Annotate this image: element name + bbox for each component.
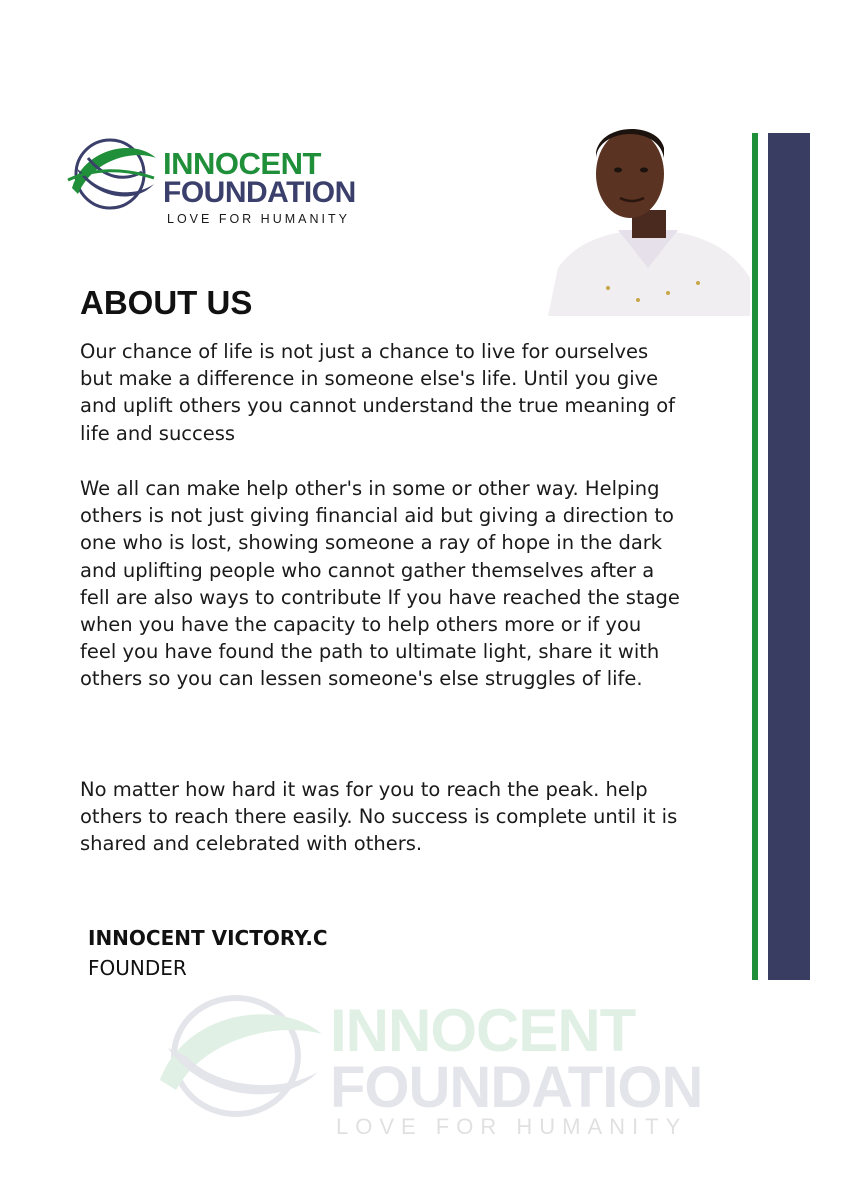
logo-tagline: LOVE FOR HUMANITY [167,212,350,226]
person-portrait-icon [548,118,750,316]
accent-bar-navy [768,133,810,980]
founder-role: FOUNDER [88,956,187,980]
globe-swoosh-watermark-icon [150,990,325,1120]
globe-swoosh-icon [64,128,162,218]
about-paragraph-1: Our chance of life is not just a chance to live for ourselves but make a difference in someone else's life. Until you give and uplift others you cannot understand the true meaning of life and success [80,340,675,445]
watermark-tagline: LOVE FOR HUMANITY [336,1114,688,1139]
foundation-logo [64,128,364,233]
watermark-line-1: INNOCENT [330,997,636,1064]
founder-photo [548,118,750,316]
watermark-line-2: FOUNDATION [330,1055,703,1120]
logo-line-1: INNOCENT [163,146,321,181]
founder-name: INNOCENT VICTORY.C [88,926,328,950]
watermark-logo [150,990,710,1140]
about-paragraph-3: No matter how hard it was for you to reach the peak. help others to reach there easily. No success is complete until it is shared and celebrated with others. [80,778,678,856]
accent-bar-green [752,133,758,980]
about-title: ABOUT US [80,284,253,321]
about-paragraph-2: We all can make help other's in some or other way. Helping others is not just giving financial aid but giving a direction to one who is lost, showing someone a ray of hope in the dark and uplifting people who cannot gather themselves after a fell are also ways to contribute If you have reached the stage when you have the capacity to help others more or if you feel you have found the path to ultimate light, share it with others so you can lessen someone's else struggles of life. [80,477,680,691]
logo-line-2: FOUNDATION [163,176,356,209]
